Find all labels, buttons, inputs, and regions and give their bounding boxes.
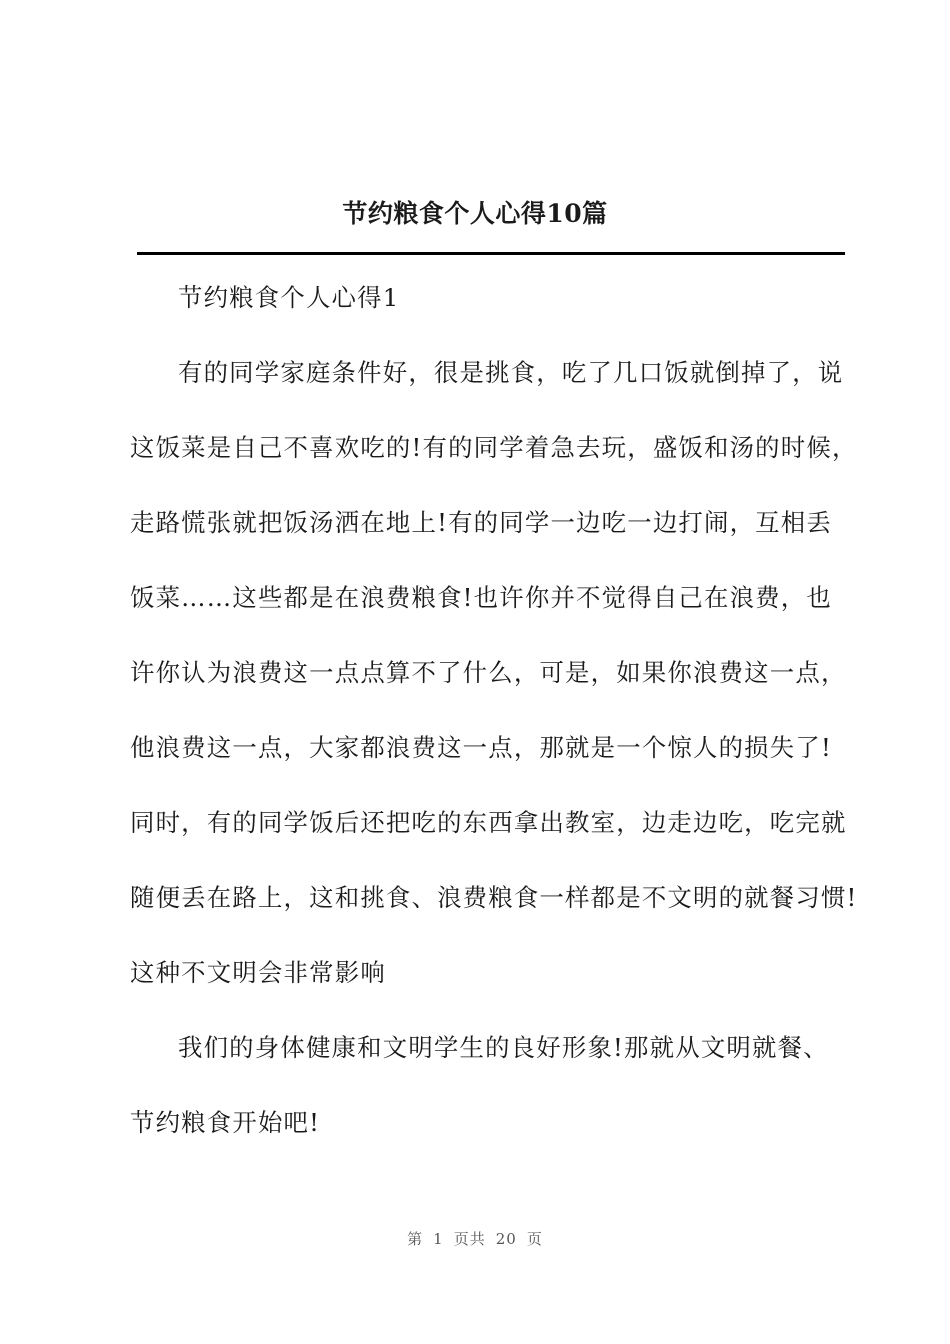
page-footer [0,1228,950,1250]
paragraph-2 [130,1010,850,1160]
title-divider [137,252,845,255]
page-number: 1 [433,1230,444,1248]
page-label: 第 [407,1230,424,1248]
paragraph-line: 饭菜……这些都是在浪费粮食!也许你并不觉得自己在浪费，也 [130,583,832,612]
document-title: 节约粮食个人心得10篇 [342,199,608,228]
paragraph-line: 许你认为浪费这一点点算不了什么，可是，如果你浪费这一点， [130,658,847,687]
paragraph-line: 他浪费这一点，大家都浪费这一点，那就是一个惊人的损失了! [130,733,832,762]
document-body [130,260,858,1160]
paragraph-line: 随便丢在路上，这和挑食、浪费粮食一样都是不文明的就餐习惯! [130,883,858,912]
paragraph-line: 走路慌张就把饭汤洒在地上!有的同学一边吃一边打闹，互相丢 [130,508,832,537]
paragraph-line: 这种不文明会非常影响 [130,958,386,987]
paragraph-line: 节约粮食开始吧! [130,1108,321,1137]
page-mid: 页共 [453,1230,486,1248]
paragraph-1 [130,335,858,1010]
total-pages: 20 [495,1230,517,1248]
paragraph-line: 有的同学家庭条件好，很是挑食，吃了几口饭就倒掉了，说 [178,358,844,387]
paragraph-line: 我们的身体健康和文明学生的良好形象!那就从文明就餐、 [178,1033,829,1062]
section-heading: 节约粮食个人心得1 [178,283,400,312]
paragraph-line: 同时，有的同学饭后还把吃的东西拿出教室，边走边吃，吃完就 [130,808,847,837]
page-suffix: 页 [526,1230,543,1248]
paragraph-line: 这饭菜是自己不喜欢吃的!有的同学着急去玩，盛饭和汤的时候， [130,433,858,462]
